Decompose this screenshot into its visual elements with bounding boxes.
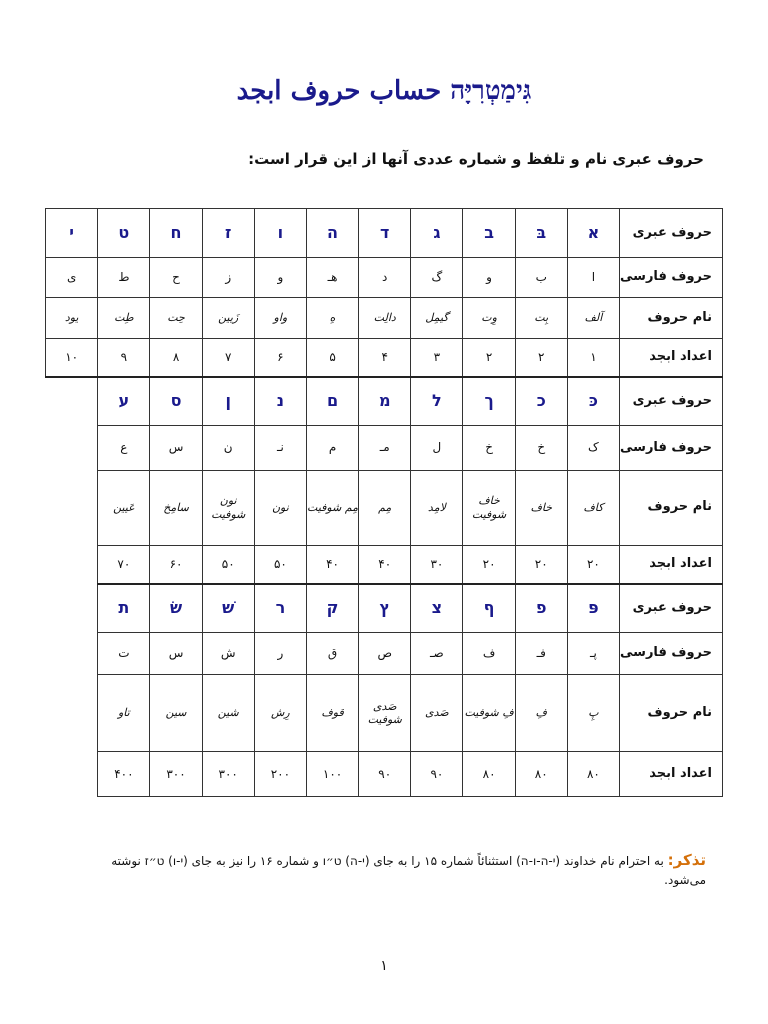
page-title: גִּימַטְרִיָּה حساب حروف ابجد	[236, 76, 532, 106]
abjad-value-cell: ۶۰	[150, 545, 202, 584]
abjad-value-cell: ۸۰	[567, 752, 619, 797]
persian-letter-cell: س	[150, 425, 202, 470]
hebrew-letter-cell: ף	[463, 584, 515, 633]
abjad-value-cell: ۵۰	[254, 545, 306, 584]
hebrew-letter-cell: ץ	[359, 584, 411, 633]
letter-name-cell: سامِخ	[150, 470, 202, 545]
intro-text: حروف عبری نام و تلفظ و شماره عددی آنها از این قرار است:	[248, 150, 704, 168]
persian-letter-cell: ح	[150, 257, 202, 298]
hebrew-letter-cell: א	[567, 209, 619, 258]
note-text: به احترام نام خدا‌وند (י-ה-ו-ה) استثنائاً شماره ۱۵ را به جای (י-ה) ט״ו و شماره ۱۶ را نیز به جای (י-ו) ט״ז نوشته می‌شود.	[111, 854, 706, 887]
letter-name-cell: حِت	[150, 298, 202, 339]
table-row	[46, 470, 723, 545]
persian-letter-cell: ا	[567, 257, 619, 298]
note	[66, 850, 706, 889]
hebrew-letter-cell: ד	[359, 209, 411, 258]
row-label: نام حروف	[620, 675, 723, 752]
letter-name-cell: واو	[254, 298, 306, 339]
persian-letter-cell: ر	[254, 632, 306, 675]
table-row	[46, 675, 723, 752]
abjad-value-cell: ۷	[202, 338, 254, 377]
letter-name-cell: زَیین	[202, 298, 254, 339]
abjad-value-cell: ۳۰	[411, 545, 463, 584]
abjad-value-cell: ۵	[306, 338, 358, 377]
letter-name-cell: سین	[150, 675, 202, 752]
hebrew-letter-cell: ו	[254, 209, 306, 258]
letter-name-cell: فِ شوفیت	[463, 675, 515, 752]
abjad-value-cell: ۲۰۰	[254, 752, 306, 797]
persian-letter-cell: ش	[202, 632, 254, 675]
persian-letter-cell: گ	[411, 257, 463, 298]
abjad-value-cell: ۹۰	[359, 752, 411, 797]
hebrew-letter-cell: ה	[306, 209, 358, 258]
letter-name-cell: گیمِل	[411, 298, 463, 339]
letter-name-cell: صَدی شوفیت	[359, 675, 411, 752]
hebrew-letter-cell: שׂ	[150, 584, 202, 633]
abjad-value-cell: ۹	[98, 338, 150, 377]
gematria-table	[45, 208, 723, 797]
letter-name-cell: مِم شوفیت	[306, 470, 358, 545]
abjad-value-cell: ۴	[359, 338, 411, 377]
letter-name-cell: قوف	[306, 675, 358, 752]
table-row	[46, 298, 723, 339]
hebrew-letter-cell: ע	[98, 377, 150, 426]
table-row	[46, 257, 723, 298]
letter-name-cell: شین	[202, 675, 254, 752]
abjad-value-cell: ۶	[254, 338, 306, 377]
hebrew-letter-cell: ך	[463, 377, 515, 426]
persian-letter-cell: خ	[515, 425, 567, 470]
table-row	[46, 377, 723, 426]
persian-letter-cell: ک	[567, 425, 619, 470]
persian-letter-cell: خ	[463, 425, 515, 470]
persian-letter-cell: صـ	[411, 632, 463, 675]
persian-letter-cell: پـ	[567, 632, 619, 675]
hebrew-letter-cell: נ	[254, 377, 306, 426]
abjad-value-cell: ۲۰	[515, 545, 567, 584]
letter-name-cell: طِت	[98, 298, 150, 339]
row-label: حروف فارسی	[620, 257, 723, 298]
letter-name-cell: دالِت	[359, 298, 411, 339]
hebrew-letter-cell: כּ	[567, 377, 619, 426]
persian-letter-cell: ع	[98, 425, 150, 470]
abjad-value-cell: ۲	[515, 338, 567, 377]
abjad-value-cell: ۳۰۰	[150, 752, 202, 797]
hebrew-letter-cell: פ	[515, 584, 567, 633]
letter-name-cell: لامِد	[411, 470, 463, 545]
hebrew-letter-cell: ט	[98, 209, 150, 258]
letter-name-cell: وِت	[463, 298, 515, 339]
letter-name-cell: عَیین	[98, 470, 150, 545]
page-number: ۱	[380, 958, 388, 974]
abjad-value-cell: ۱	[567, 338, 619, 377]
persian-letter-cell: و	[254, 257, 306, 298]
letter-name-cell: پِ	[567, 675, 619, 752]
abjad-value-cell: ۲۰	[463, 545, 515, 584]
abjad-value-cell: ۴۰	[359, 545, 411, 584]
table-row	[46, 545, 723, 584]
row-label: حروف فارسی	[620, 425, 723, 470]
row-label: حروف فارسی	[620, 632, 723, 675]
hebrew-letter-cell: י	[46, 209, 98, 258]
letter-name-cell: تاو	[98, 675, 150, 752]
persian-letter-cell: ق	[306, 632, 358, 675]
row-label: حروف عبری	[620, 377, 723, 426]
hebrew-letter-cell: ל	[411, 377, 463, 426]
table-row	[46, 338, 723, 377]
abjad-value-cell: ۳۰۰	[202, 752, 254, 797]
abjad-value-cell: ۸	[150, 338, 202, 377]
abjad-value-cell: ۵۰	[202, 545, 254, 584]
abjad-value-cell: ۳	[411, 338, 463, 377]
abjad-value-cell: ۷۰	[98, 545, 150, 584]
letter-name-cell: یود	[46, 298, 98, 339]
hebrew-letter-cell: כ	[515, 377, 567, 426]
persian-letter-cell: و	[463, 257, 515, 298]
persian-letter-cell: مـ	[359, 425, 411, 470]
persian-letter-cell: ز	[202, 257, 254, 298]
persian-letter-cell: نـ	[254, 425, 306, 470]
hebrew-letter-cell: ם	[306, 377, 358, 426]
row-label: حروف عبری	[620, 584, 723, 633]
persian-letter-cell: س	[150, 632, 202, 675]
persian-letter-cell: هـ	[306, 257, 358, 298]
letter-name-cell: رِش	[254, 675, 306, 752]
persian-letter-cell: ن	[202, 425, 254, 470]
row-label: اعداد ابجد	[620, 338, 723, 377]
table-row	[46, 632, 723, 675]
letter-name-cell: نون	[254, 470, 306, 545]
persian-letter-cell: ب	[515, 257, 567, 298]
letter-name-cell: نون شوفیت	[202, 470, 254, 545]
persian-letter-cell: ف	[463, 632, 515, 675]
hebrew-letter-cell: ר	[254, 584, 306, 633]
letter-name-cell: صَدی	[411, 675, 463, 752]
table-row	[46, 584, 723, 633]
persian-letter-cell: فـ	[515, 632, 567, 675]
hebrew-letter-cell: שׁ	[202, 584, 254, 633]
letter-name-cell: هِ	[306, 298, 358, 339]
table-row	[46, 752, 723, 797]
persian-letter-cell: ل	[411, 425, 463, 470]
hebrew-letter-cell: ב	[463, 209, 515, 258]
note-label: تذکر:	[667, 851, 706, 869]
persian-letter-cell: ی	[46, 257, 98, 298]
abjad-value-cell: ۲	[463, 338, 515, 377]
hebrew-letter-cell: ח	[150, 209, 202, 258]
row-label: نام حروف	[620, 470, 723, 545]
abjad-value-cell: ۸۰	[515, 752, 567, 797]
abjad-value-cell: ۸۰	[463, 752, 515, 797]
row-label: اعداد ابجد	[620, 752, 723, 797]
letter-name-cell: مِم	[359, 470, 411, 545]
hebrew-letter-cell: בּ	[515, 209, 567, 258]
hebrew-letter-cell: פּ	[567, 584, 619, 633]
abjad-value-cell: ۲۰	[567, 545, 619, 584]
hebrew-letter-cell: ג	[411, 209, 463, 258]
hebrew-letter-cell: ק	[306, 584, 358, 633]
abjad-value-cell: ۱۰	[46, 338, 98, 377]
persian-letter-cell: د	[359, 257, 411, 298]
letter-name-cell: فِ	[515, 675, 567, 752]
row-label: نام حروف	[620, 298, 723, 339]
persian-letter-cell: ص	[359, 632, 411, 675]
hebrew-letter-cell: צ	[411, 584, 463, 633]
persian-letter-cell: ت	[98, 632, 150, 675]
persian-letter-cell: ط	[98, 257, 150, 298]
table-row	[46, 209, 723, 258]
table-row	[46, 425, 723, 470]
abjad-value-cell: ۴۰۰	[98, 752, 150, 797]
hebrew-letter-cell: ת	[98, 584, 150, 633]
hebrew-letter-cell: ז	[202, 209, 254, 258]
letter-name-cell: کاف	[567, 470, 619, 545]
row-label: حروف عبری	[620, 209, 723, 258]
letter-name-cell: آلف	[567, 298, 619, 339]
abjad-value-cell: ۱۰۰	[306, 752, 358, 797]
row-label: اعداد ابجد	[620, 545, 723, 584]
hebrew-letter-cell: ס	[150, 377, 202, 426]
hebrew-letter-cell: ן	[202, 377, 254, 426]
persian-letter-cell: م	[306, 425, 358, 470]
abjad-value-cell: ۹۰	[411, 752, 463, 797]
abjad-value-cell: ۴۰	[306, 545, 358, 584]
letter-name-cell: خاف	[515, 470, 567, 545]
hebrew-letter-cell: מ	[359, 377, 411, 426]
letter-name-cell: بِت	[515, 298, 567, 339]
letter-name-cell: خاف شوفیت	[463, 470, 515, 545]
